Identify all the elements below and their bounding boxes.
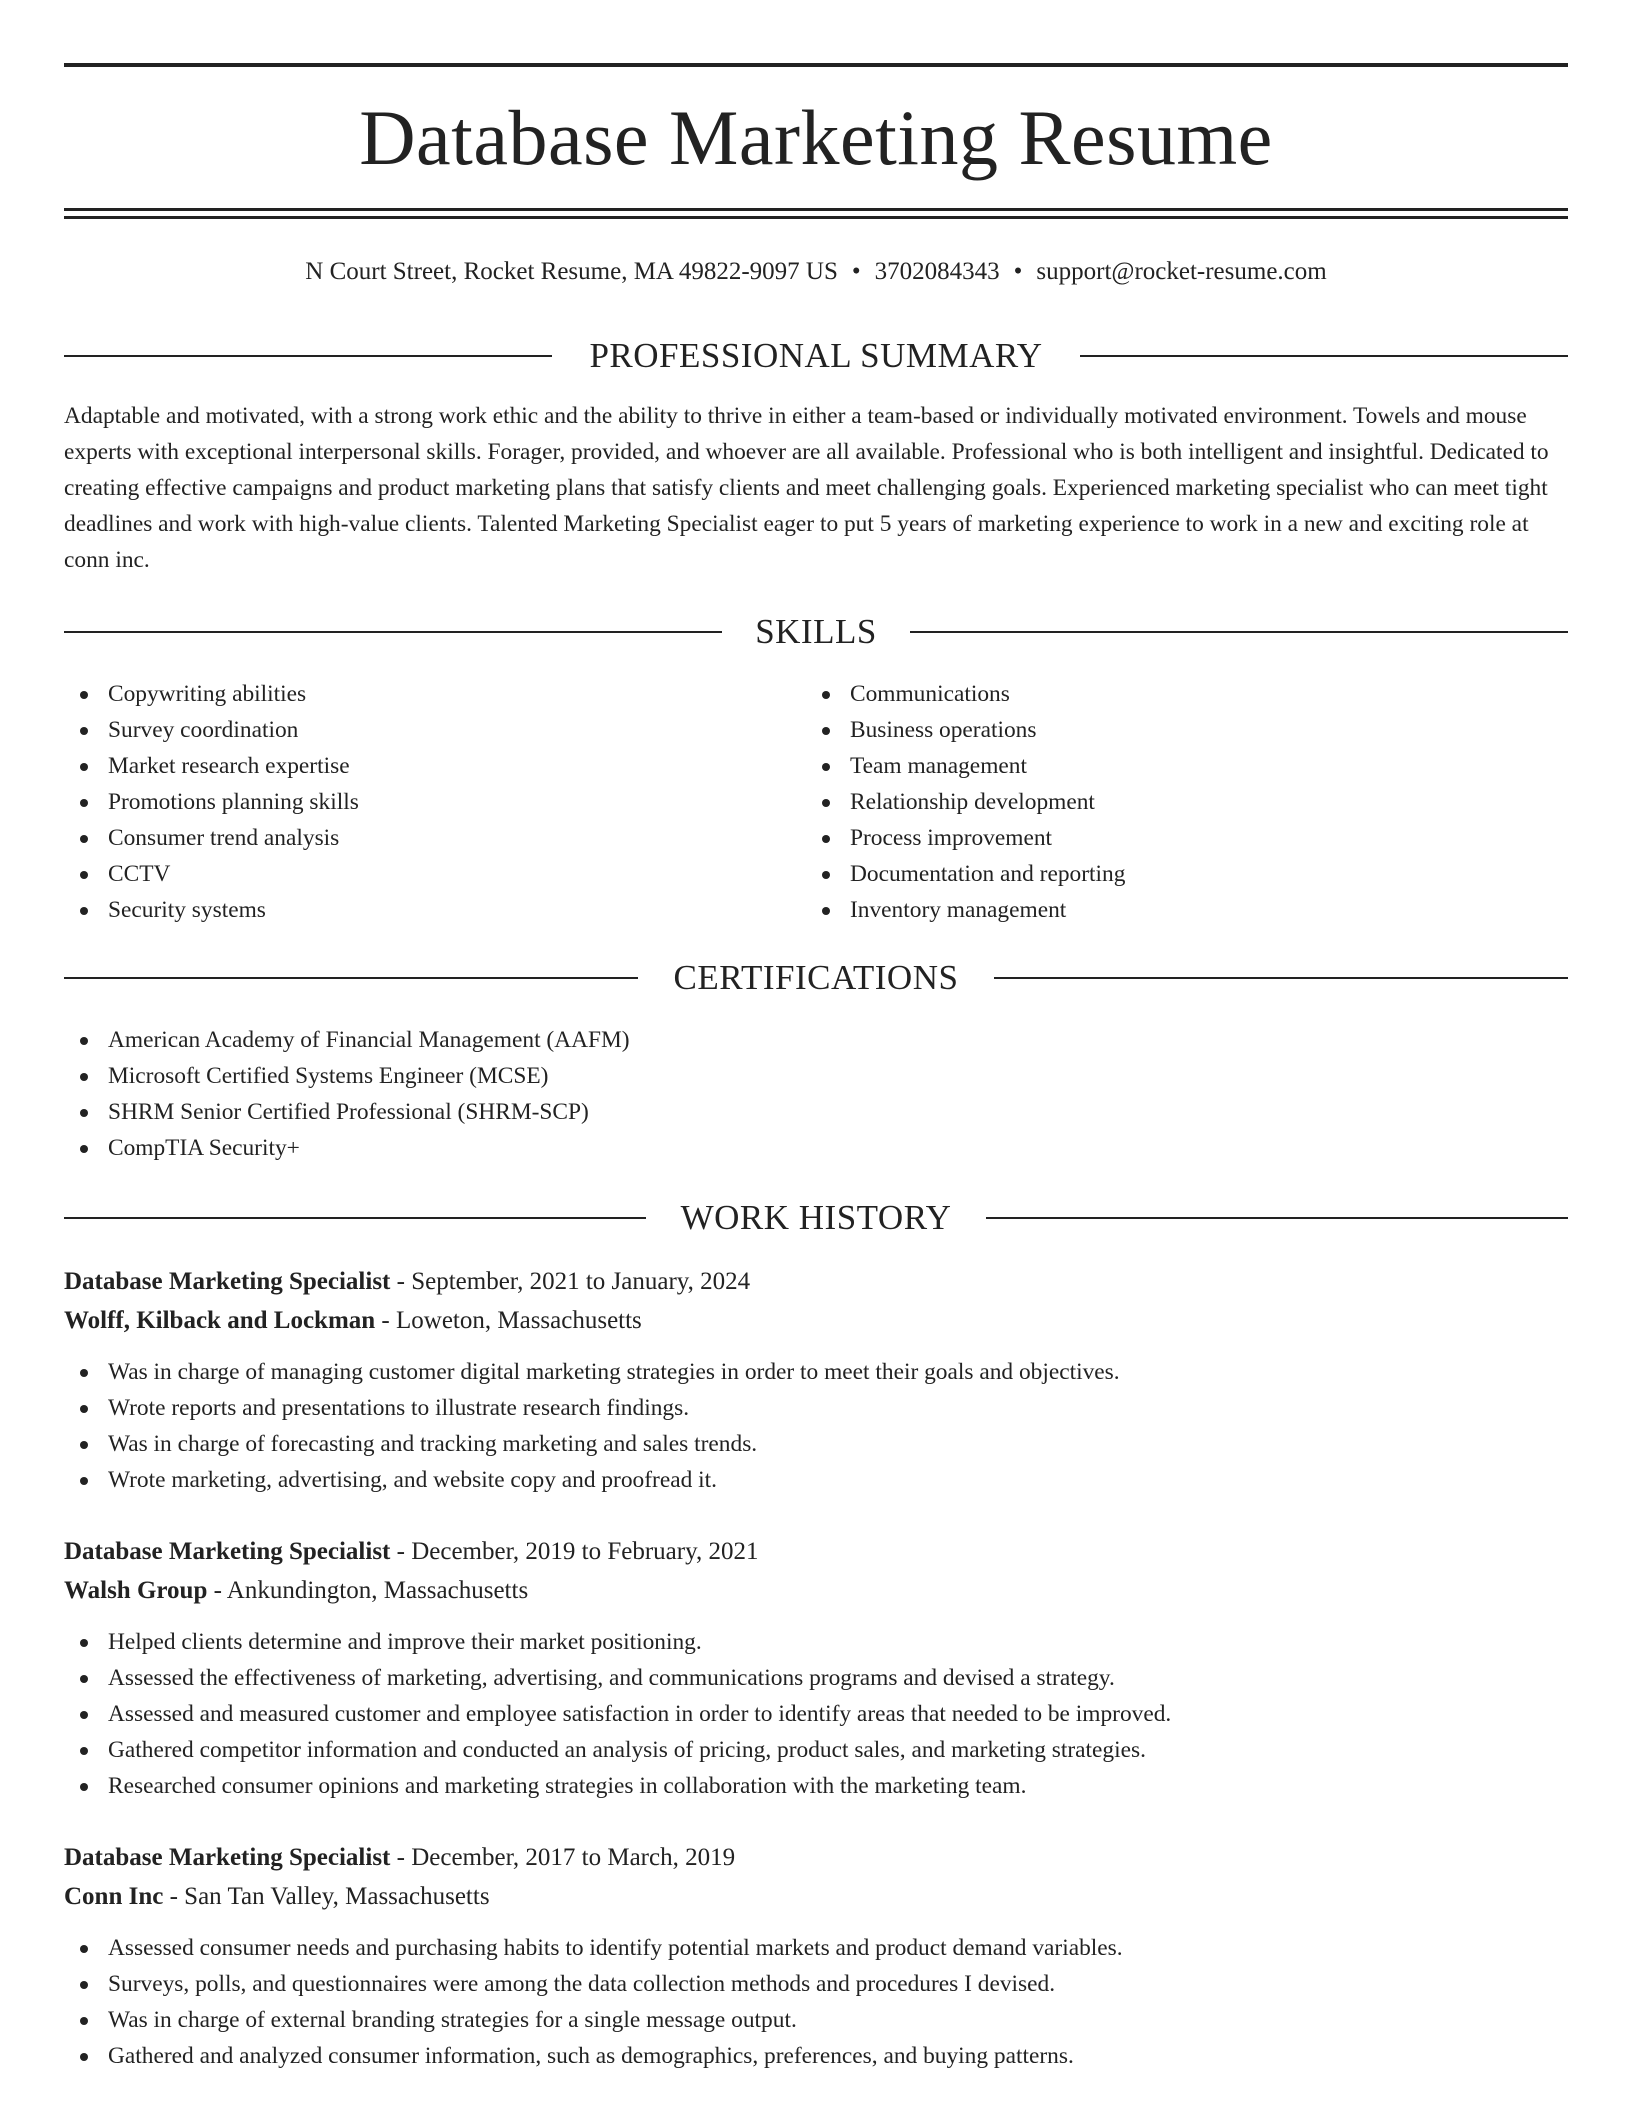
contact-separator: • [1013, 258, 1023, 285]
skill-item: Business operations [806, 712, 1568, 748]
bullet-icon [80, 799, 88, 807]
skill-item: Market research expertise [64, 748, 764, 784]
bullet-icon [80, 1639, 88, 1647]
job-location: - Loweton, Massachusetts [375, 1307, 642, 1334]
job-company-line [64, 1571, 1568, 1610]
bullet-icon [822, 727, 830, 735]
contact-separator: • [851, 258, 861, 285]
job-duty-item: Wrote marketing, advertising, and website copy and proofread it. [64, 1462, 1568, 1498]
job-duty-item: Gathered competitor information and conducted an analysis of pricing, product sales, and marketing strategies. [64, 1732, 1568, 1768]
job-company-line [64, 1301, 1568, 1340]
bullet-icon [80, 1675, 88, 1683]
job-duty-item: Assessed consumer needs and purchasing habits to identify potential markets and product demand variables. [64, 1930, 1568, 1966]
certification-item: American Academy of Financial Management (AAFM) [64, 1022, 1568, 1058]
skill-item: Inventory management [806, 892, 1568, 928]
certification-item: SHRM Senior Certified Professional (SHRM-SCP) [64, 1094, 1568, 1130]
section-rule-right [994, 977, 1568, 979]
bullet-icon [80, 1981, 88, 1989]
job-title: Database Marketing Specialist [64, 1844, 391, 1871]
job-duty-item: Gathered and analyzed consumer information, such as demographics, preferences, and buying patterns. [64, 2038, 1568, 2074]
bullet-icon [80, 871, 88, 879]
skill-item: Documentation and reporting [806, 856, 1568, 892]
section-rule-right [910, 631, 1568, 633]
job-company: Walsh Group [64, 1577, 208, 1604]
job-duties-list [64, 1930, 1568, 2074]
job-company: Wolff, Kilback and Lockman [64, 1307, 376, 1334]
job-dates: - December, 2017 to March, 2019 [390, 1844, 736, 1871]
bullet-icon [80, 763, 88, 771]
skill-item: CCTV [64, 856, 764, 892]
job-title: Database Marketing Specialist [64, 1538, 391, 1565]
job-duties-list [64, 1624, 1568, 1804]
skill-item: Communications [806, 676, 1568, 712]
job-duty-item: Helped clients determine and improve their market positioning. [64, 1624, 1568, 1660]
job-entry [64, 1262, 1568, 1498]
section-title-work-history: WORK HISTORY [680, 1198, 952, 1237]
summary-text: Adaptable and motivated, with a strong work ethic and the ability to thrive in either a team-based or individually motivated environment. Towels and mouse experts with exceptional interpersonal skills. Forager, provided, and whoever are all available. Professional who is both intelligent and insightful. Dedicated to creating effective campaigns and product marketing plans that satisfy clients and meet challenging goals. Experienced marketing specialist who can meet tight deadlines and work with high-value clients. Talented Marketing Specialist eager to put 5 years of marketing experience to work in a new and exciting role at conn inc. [64, 403, 1549, 573]
section-header-summary [64, 334, 1568, 378]
page-title: Database Marketing Resume [359, 94, 1273, 181]
bullet-icon [80, 1747, 88, 1755]
bullet-icon [80, 1783, 88, 1791]
job-duty-item: Assessed and measured customer and employee satisfaction in order to identify areas that needed to be improved. [64, 1696, 1568, 1732]
job-duty-item: Assessed the effectiveness of marketing, advertising, and communications programs and devised a strategy. [64, 1660, 1568, 1696]
certifications-list [64, 1022, 1568, 1166]
bullet-icon [80, 1073, 88, 1081]
job-dates: - December, 2019 to February, 2021 [390, 1538, 759, 1565]
bullet-icon [80, 1477, 88, 1485]
skill-item: Security systems [64, 892, 764, 928]
job-company-line [64, 1877, 1568, 1916]
bullet-icon [80, 2017, 88, 2025]
certification-item: CompTIA Security+ [64, 1130, 1568, 1166]
job-location: - Ankundington, Massachusetts [207, 1577, 529, 1604]
bullet-icon [822, 907, 830, 915]
bullet-icon [822, 799, 830, 807]
skill-item: Team management [806, 748, 1568, 784]
skill-item: Consumer trend analysis [64, 820, 764, 856]
job-duty-item: Was in charge of forecasting and tracking marketing and sales trends. [64, 1426, 1568, 1462]
job-title-line [64, 1838, 1568, 1877]
job-duty-item: Wrote reports and presentations to illustrate research findings. [64, 1390, 1568, 1426]
skills-list-left [64, 676, 764, 928]
bullet-icon [80, 1109, 88, 1117]
contact-line [64, 254, 1568, 290]
section-header-certifications [64, 956, 1568, 1000]
title-rule-lower [64, 216, 1568, 219]
bullet-icon [822, 763, 830, 771]
job-duty-item: Was in charge of external branding strategies for a single message output. [64, 2002, 1568, 2038]
certification-item: Microsoft Certified Systems Engineer (MCSE) [64, 1058, 1568, 1094]
skill-item: Promotions planning skills [64, 784, 764, 820]
title-rule-upper [64, 208, 1568, 211]
section-title-summary: PROFESSIONAL SUMMARY [589, 336, 1043, 375]
skill-item: Relationship development [806, 784, 1568, 820]
bullet-icon [80, 691, 88, 699]
job-duties-list [64, 1354, 1568, 1498]
job-duty-item: Surveys, polls, and questionnaires were among the data collection methods and procedures I devised. [64, 1966, 1568, 2002]
job-title-line [64, 1262, 1568, 1301]
job-entry [64, 1532, 1568, 1804]
contact-email: support@rocket-resume.com [1036, 258, 1327, 285]
job-title-line [64, 1532, 1568, 1571]
job-title: Database Marketing Specialist [64, 1268, 391, 1295]
job-company: Conn Inc [64, 1883, 164, 1910]
section-title-certifications: CERTIFICATIONS [673, 958, 959, 997]
bullet-icon [822, 871, 830, 879]
job-dates: - September, 2021 to January, 2024 [390, 1268, 751, 1295]
bullet-icon [822, 835, 830, 843]
skill-item: Survey coordination [64, 712, 764, 748]
bullet-icon [822, 691, 830, 699]
contact-phone: 3702084343 [874, 258, 1000, 285]
bullet-icon [80, 835, 88, 843]
bullet-icon [80, 2053, 88, 2061]
skills-list-right [806, 676, 1568, 928]
section-rule-right [1080, 355, 1568, 357]
job-duty-item: Researched consumer opinions and marketing strategies in collaboration with the marketing team. [64, 1768, 1568, 1804]
section-title-skills: SKILLS [755, 612, 877, 651]
bullet-icon [80, 727, 88, 735]
bullet-icon [80, 1441, 88, 1449]
job-duty-item: Was in charge of managing customer digital marketing strategies in order to meet their goals and objectives. [64, 1354, 1568, 1390]
bullet-icon [80, 1145, 88, 1153]
contact-address: N Court Street, Rocket Resume, MA 49822-9097 US [305, 258, 838, 285]
job-entry [64, 1838, 1568, 2074]
bullet-icon [80, 1369, 88, 1377]
section-header-work-history [64, 1196, 1568, 1240]
skill-item: Process improvement [806, 820, 1568, 856]
skill-item: Copywriting abilities [64, 676, 764, 712]
bullet-icon [80, 1037, 88, 1045]
section-rule-right [986, 1217, 1568, 1219]
bullet-icon [80, 1711, 88, 1719]
top-rule [64, 63, 1568, 67]
job-location: - San Tan Valley, Massachusetts [163, 1883, 490, 1910]
bullet-icon [80, 1945, 88, 1953]
bullet-icon [80, 907, 88, 915]
section-header-skills [64, 610, 1568, 654]
bullet-icon [80, 1405, 88, 1413]
